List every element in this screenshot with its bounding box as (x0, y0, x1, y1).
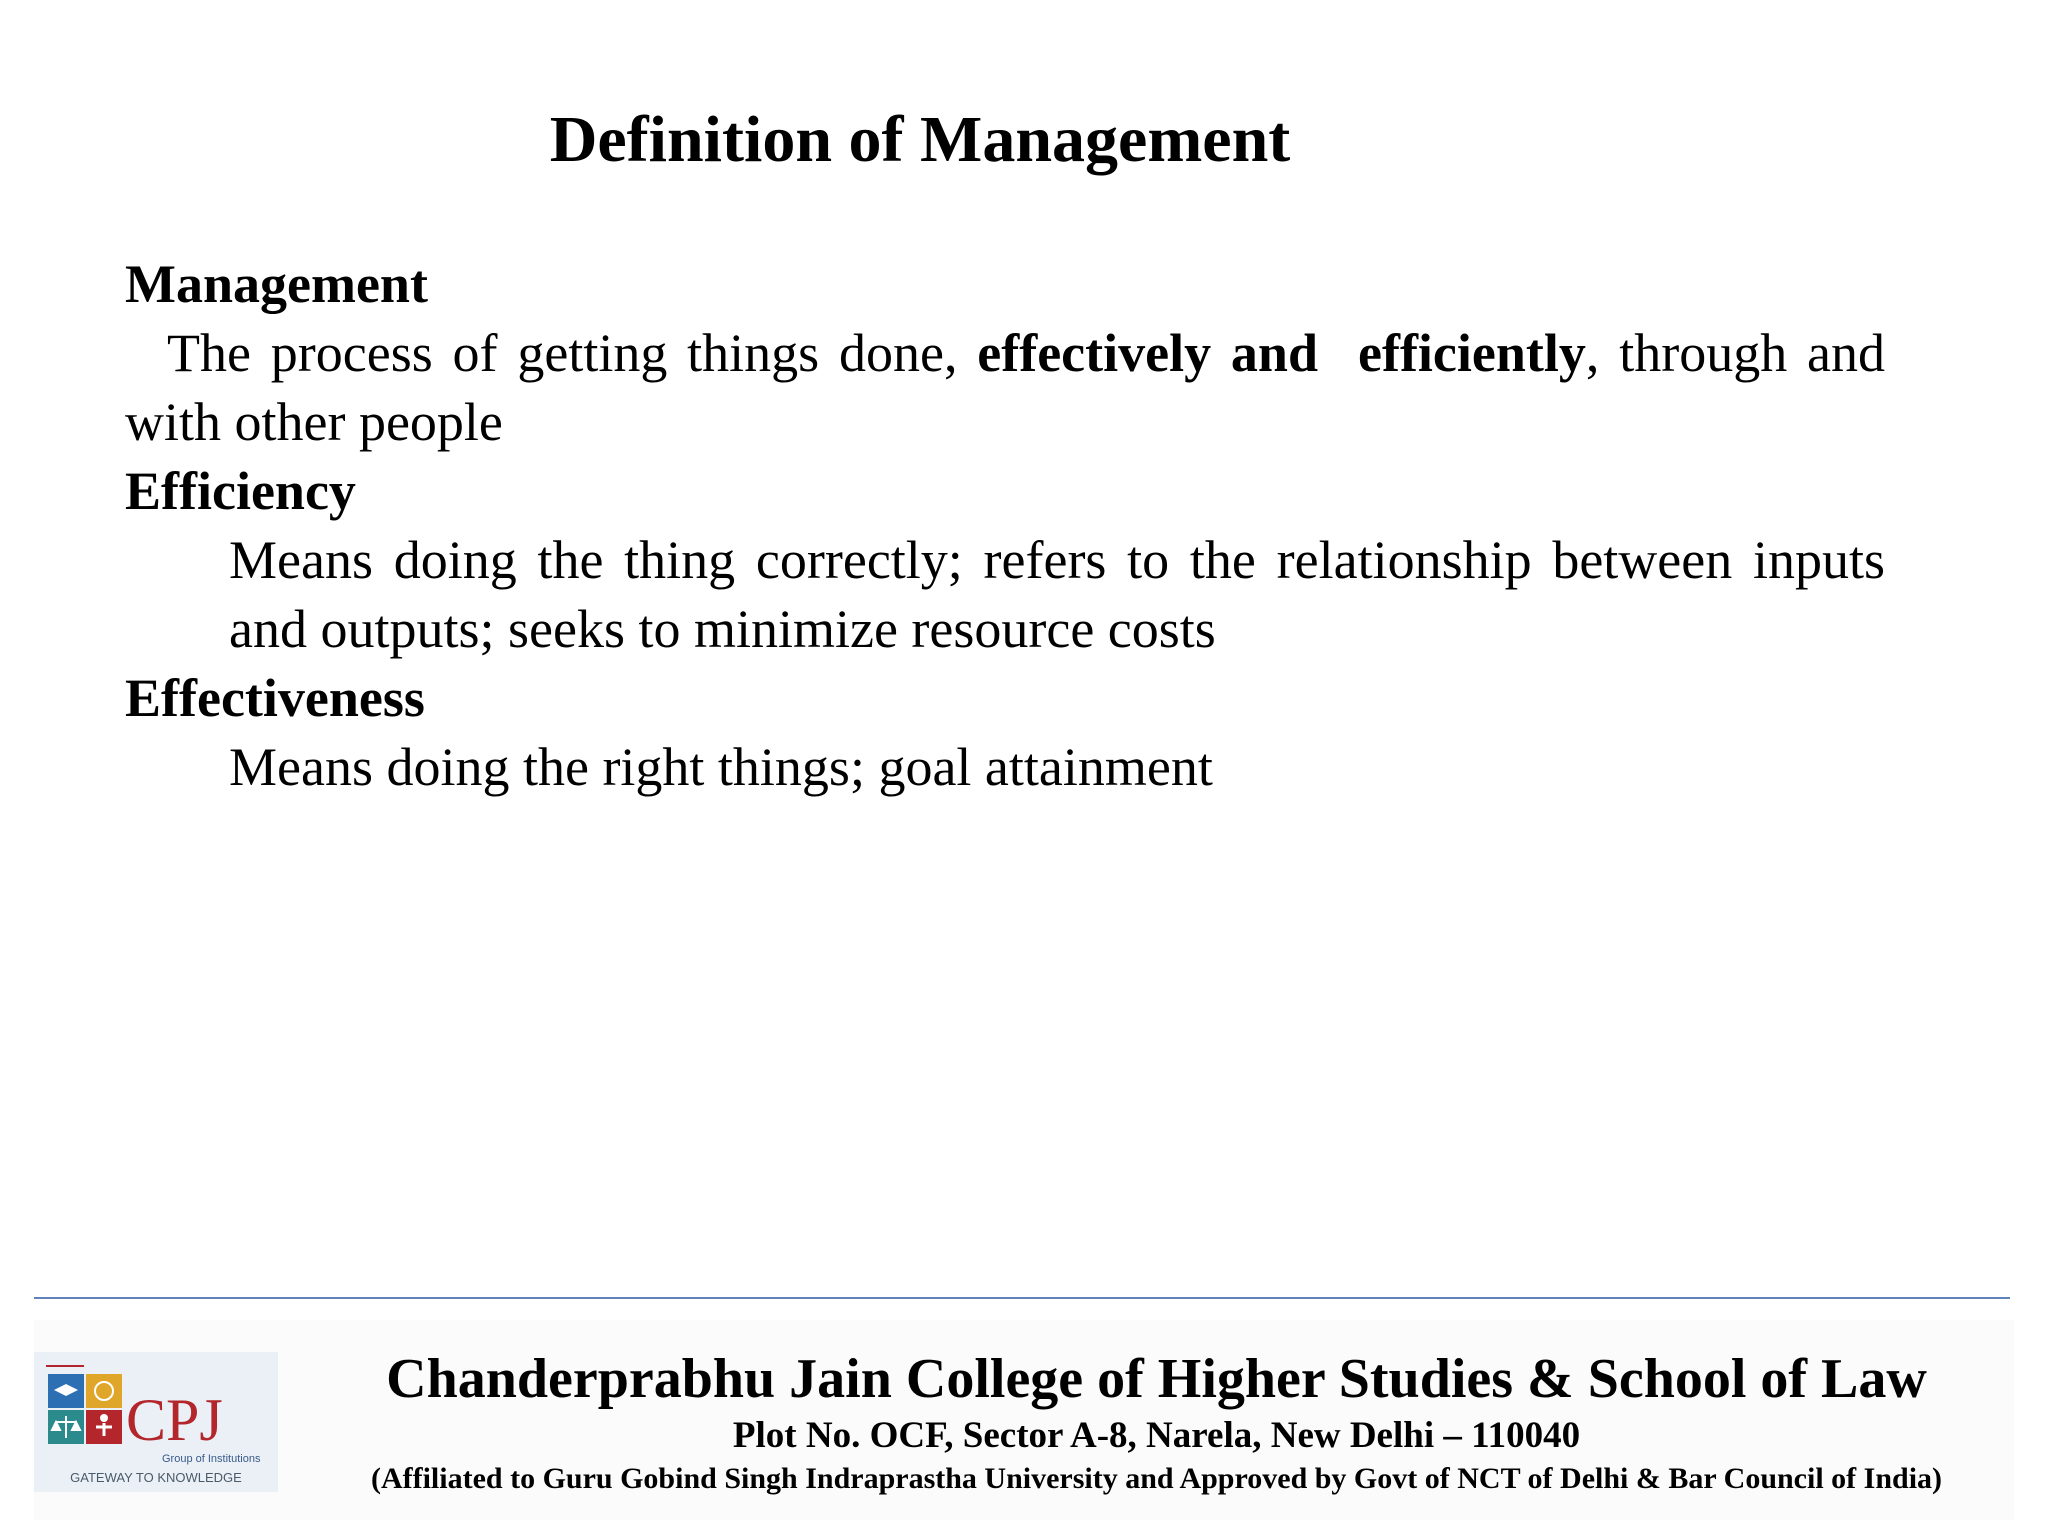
college-logo (34, 1352, 278, 1492)
efficiency-heading: Efficiency (125, 461, 356, 521)
footer (34, 1320, 2014, 1520)
effectiveness-definition: Means doing the right things; goal attainment (229, 737, 1213, 797)
management-definition (125, 319, 1885, 457)
logo-tagline-bottom: GATEWAY TO KNOWLEDGE (70, 1470, 242, 1485)
footer-text (304, 1346, 2009, 1498)
cpj-logo-graphic (34, 1352, 278, 1492)
college-affiliation: (Affiliated to Guru Gobind Singh Indraprastha University and Approved by Govt of NCT of Delhi & Bar Council of India) (370, 1462, 1943, 1495)
college-name: Chanderprabhu Jain College of Higher Studies & School of Law (386, 1348, 1927, 1410)
management-definition-end: , through and with other people (125, 323, 1886, 452)
management-bold-efficiently: efficiently (1358, 323, 1586, 383)
slide-title: Definition of Management (549, 103, 1291, 176)
college-address: Plot No. OCF, Sector A-8, Narela, New Delhi – 110040 (732, 1415, 1581, 1456)
person-icon (100, 1414, 108, 1422)
effectiveness-heading: Effectiveness (125, 668, 425, 728)
management-heading: Management (125, 254, 428, 314)
management-bold-effectively: effectively and (977, 323, 1318, 383)
logo-tagline-top: Group of Institutions (162, 1453, 261, 1465)
logo-quadrant-gold (86, 1374, 122, 1408)
management-definition-start: The process of getting things done, (167, 323, 978, 383)
slide-content (125, 250, 1885, 802)
efficiency-definition: Means doing the thing correctly; refers to the relationship between inputs and outputs; seeks to minimize resource costs (229, 530, 1885, 659)
logo-letters: CPJ (126, 1387, 223, 1453)
footer-divider (34, 1297, 2010, 1299)
